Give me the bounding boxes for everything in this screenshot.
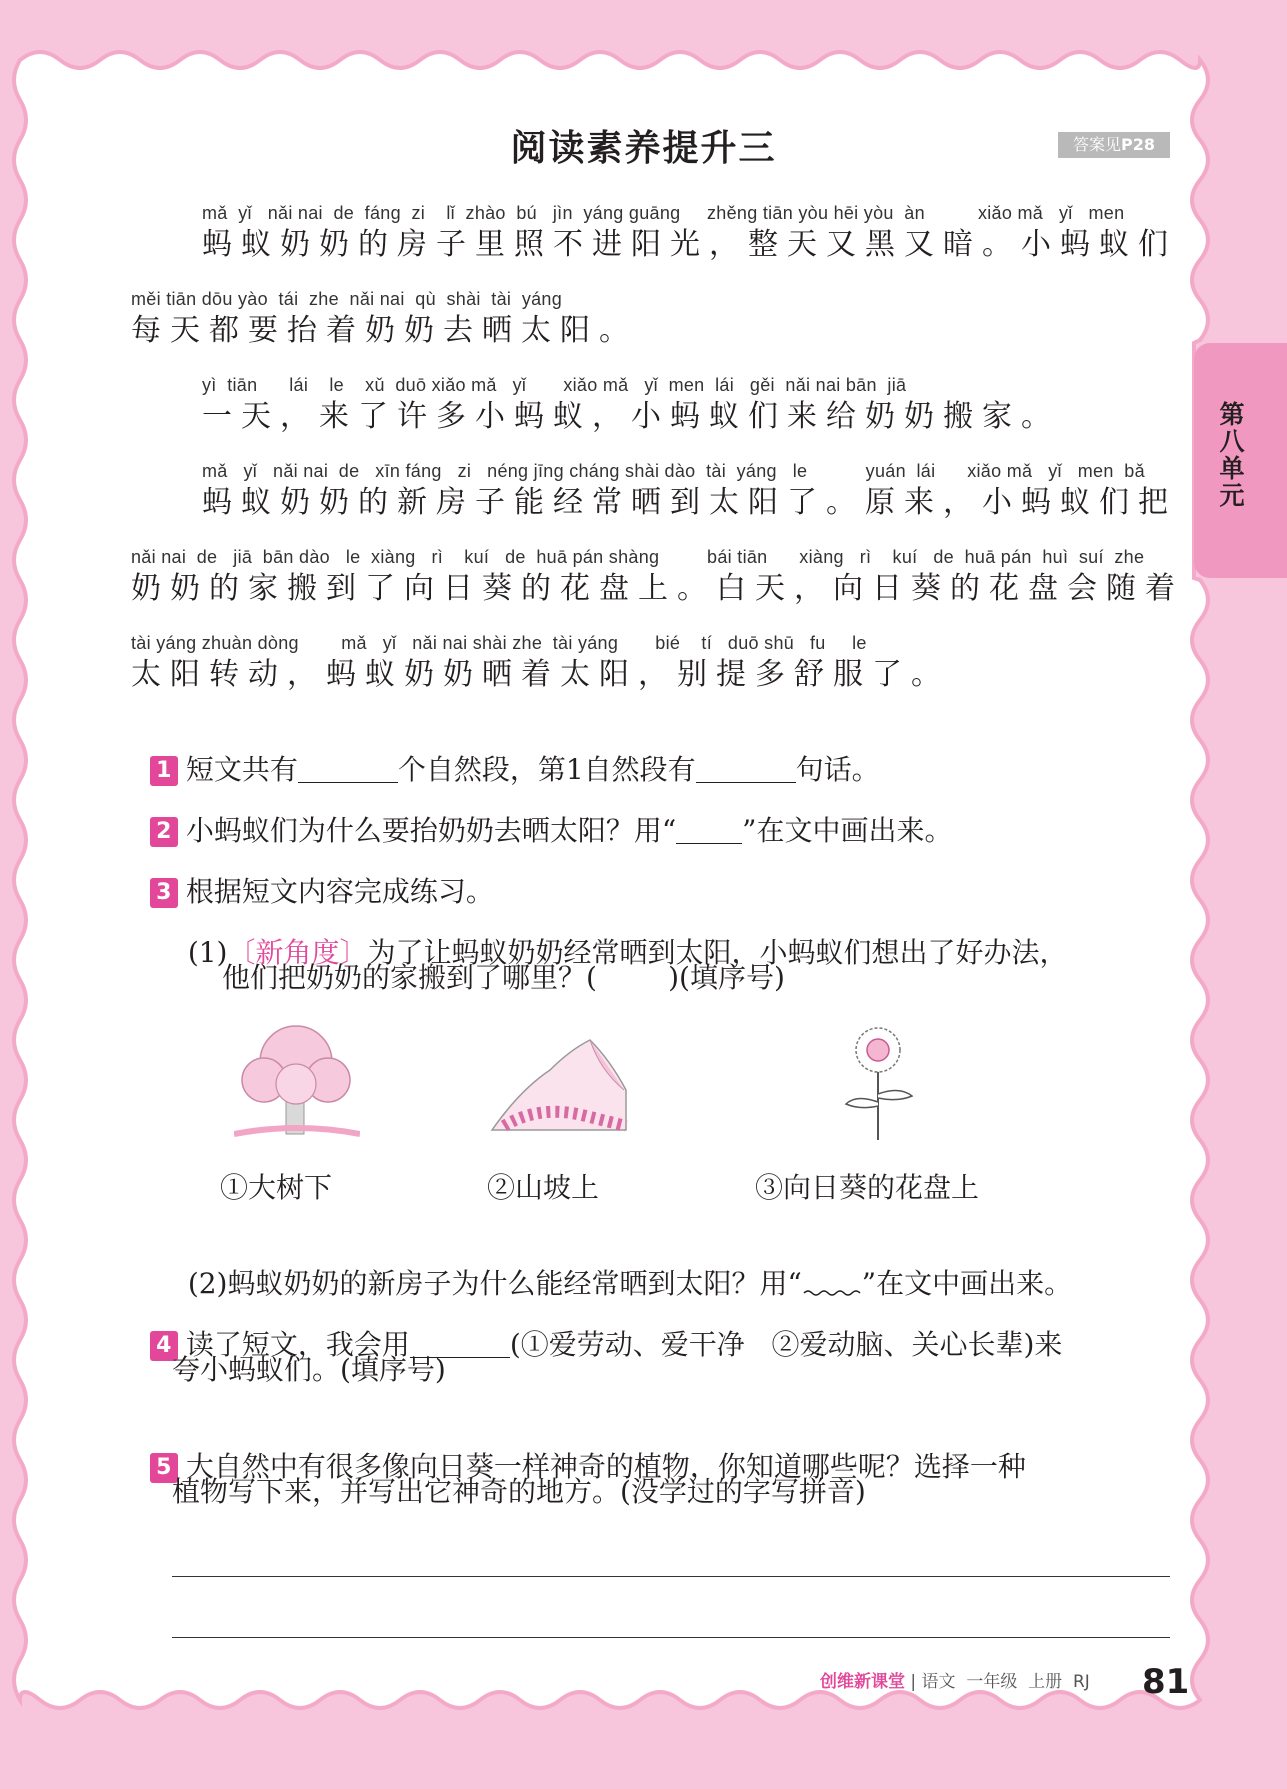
hanzi-line: 蚂蚁奶奶的房子里照不进阳光，整天又黑又暗。小蚂蚁们 xyxy=(202,227,1177,262)
underline-mark-sample xyxy=(676,814,742,844)
question-3: 3 根据短文内容完成练习。 xyxy=(132,838,494,910)
big-tree-image xyxy=(234,1022,360,1142)
hanzi-line: 一天，来了许多小蚂蚁，小蚂蚁们来给奶奶搬家。 xyxy=(202,399,1060,434)
footer-subject: 语文 一年级 上册 RJ xyxy=(921,1672,1090,1692)
question-3-1: (1)〔新角度〕为了让蚂蚁奶奶经常晒到太阳，小蚂蚁们想出了好办法， xyxy=(187,936,1068,969)
writing-line-2[interactable] xyxy=(172,1637,1170,1638)
passage-line-3 xyxy=(202,375,1060,435)
pinyin-line: měi tiān dōu yào tái zhe nǎi nai qù shài tài yáng xyxy=(131,289,563,309)
hanzi-line: 蚂蚁奶奶的新房子能经常晒到太阳了。原来，小蚂蚁们把 xyxy=(202,485,1177,520)
page-title: 阅读素养提升三 xyxy=(510,128,777,169)
question-4: 4 读了短文，我会用 (①爱劳动、爱干净 ②爱动脑、关心长辈)来 xyxy=(132,1291,1062,1363)
footer-text: 创维新课堂 | 语文 一年级 上册 RJ xyxy=(820,1672,1090,1692)
answer-reference-badge: 答案见P28 xyxy=(1058,132,1170,158)
passage-line-4 xyxy=(202,461,1177,521)
question-number: 3 xyxy=(150,878,178,908)
hanzi-line: 太阳转动，蚂蚁奶奶晒着太阳，别提多舒服了。 xyxy=(131,657,950,692)
passage-line-1 xyxy=(202,203,1177,263)
option-3: ③向日葵的花盘上 xyxy=(755,1171,980,1204)
hanzi-line: 每天都要抬着奶奶去晒太阳。 xyxy=(131,313,638,348)
question-5-line2: 植物写下来，并写出它神奇的地方。(没学过的字写拼音) xyxy=(172,1475,866,1508)
passage-line-6 xyxy=(131,633,950,693)
pinyin-line: nǎi nai de jiā bān dào le xiàng rì kuí de huā pán shàng bái tiān xiàng rì kuí de huā pán huì suí zhe xyxy=(131,547,1145,567)
question-1: 1 短文共有 个自然段，第1自然段有 句话。 xyxy=(132,716,880,788)
new-angle-tag: 〔新角度〕 xyxy=(227,936,368,969)
passage-line-2 xyxy=(131,289,638,349)
pinyin-line: yì tiān lái le xǔ duō xiǎo mǎ yǐ xiǎo mǎ yǐ men lái gěi nǎi nai bān jiā xyxy=(202,375,907,395)
pinyin-line: mǎ yǐ nǎi nai de fáng zi lǐ zhào bú jìn yáng guāng zhěng tiān yòu hēi yòu àn xiǎo mǎ yǐ men xyxy=(202,203,1125,223)
pinyin-line: mǎ yǐ nǎi nai de xīn fáng zi néng jīng cháng shài dào tài yáng le yuán lái xiǎo mǎ yǐ men bǎ xyxy=(202,461,1145,481)
question-number: 5 xyxy=(150,1453,178,1483)
writing-line-1[interactable] xyxy=(172,1576,1170,1577)
option-2: ②山坡上 xyxy=(487,1171,600,1204)
footer-brand: 创维新课堂 xyxy=(820,1672,905,1692)
hillside-image xyxy=(490,1030,630,1134)
unit-side-tab xyxy=(1194,343,1287,578)
question-2: 2 小蚂蚁们为什么要抬奶奶去晒太阳？用“ ”在文中画出来。 xyxy=(132,777,952,849)
unit-label: 第八单元 xyxy=(1216,401,1245,509)
option-1: ①大树下 xyxy=(220,1171,333,1204)
hanzi-line: 奶奶的家搬到了向日葵的花盘上。白天，向日葵的花盘会随着 xyxy=(131,571,1184,606)
question-number: 1 xyxy=(150,756,178,786)
question-3-1-line2: 他们把奶奶的家搬到了哪里？( )(填序号) xyxy=(222,961,785,994)
question-number: 4 xyxy=(150,1331,178,1361)
question-number: 2 xyxy=(150,817,178,847)
question-4-line2: 夸小蚂蚁们。(填序号) xyxy=(172,1353,446,1386)
page-number: 81 xyxy=(1142,1662,1190,1702)
passage-line-5 xyxy=(131,547,1184,607)
question-5: 5 大自然中有很多像向日葵一样神奇的植物，你知道哪些呢？选择一种 xyxy=(132,1413,1026,1485)
sunflower-image xyxy=(838,1024,918,1142)
question-3-2: (2)蚂蚁奶奶的新房子为什么能经常晒到太阳？用“ ”在文中画出来。 xyxy=(187,1267,1073,1300)
pinyin-line: tài yáng zhuàn dòng mǎ yǐ nǎi nai shài zhe tài yáng bié tí duō shū fu le xyxy=(131,633,867,653)
